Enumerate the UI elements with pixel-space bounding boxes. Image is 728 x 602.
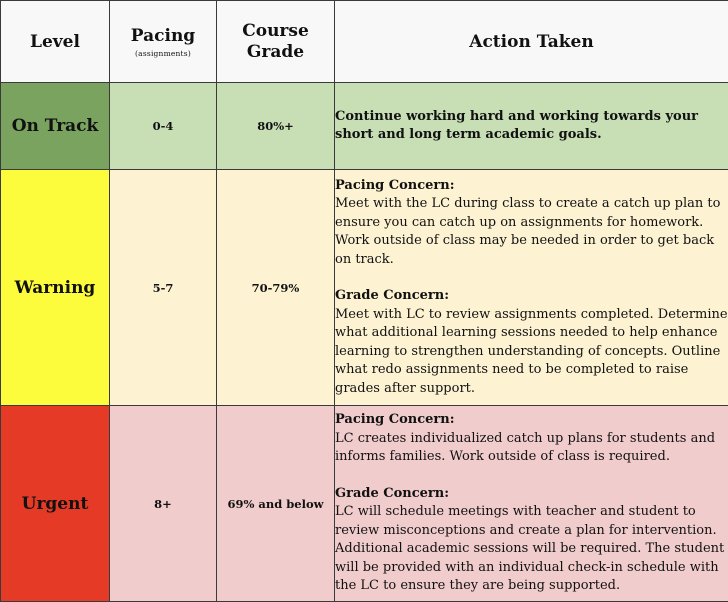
pacing-concern-title: Pacing Concern: — [335, 411, 728, 430]
level-on-track: On Track — [1, 83, 110, 170]
action-warning — [335, 170, 728, 406]
grade-concern-body: Meet with LC to review assignments completed. Determine what additional learning sessions needed to help enhance learning to strengthen understanding of concepts. Outline what redo assignments need to be completed to raise grades after support. — [335, 306, 728, 399]
grade-on-track: 80%+ — [217, 83, 335, 170]
pacing-concern-body: Meet with the LC during class to create a catch up plan to ensure you can catch up on assignments for homework. Work outside of class may be needed in order to get back on track. — [335, 195, 728, 269]
grade-concern-title: Grade Concern: — [335, 485, 728, 504]
table-row-urgent — [1, 406, 728, 602]
level-warning: Warning — [1, 170, 110, 406]
pacing-urgent: 8+ — [110, 406, 217, 602]
table-row-warning — [1, 170, 728, 406]
grade-concern-title: Grade Concern: — [335, 287, 728, 306]
level-urgent: Urgent — [1, 406, 110, 602]
action-text: Continue working hard and working towards your short and long term academic goals. — [335, 108, 728, 145]
header-level: Level — [1, 1, 110, 83]
header-action-taken: Action Taken — [335, 1, 728, 83]
grade-urgent: 69% and below — [217, 406, 335, 602]
header-pacing-subtitle: (assignments) — [110, 49, 216, 58]
pacing-warning: 5-7 — [110, 170, 217, 406]
header-pacing: Pacing (assignments) — [110, 1, 217, 83]
header-course-grade: Course Grade — [217, 1, 335, 83]
table-row-on-track — [1, 83, 728, 170]
action-on-track — [335, 83, 728, 170]
pacing-concern-title: Pacing Concern: — [335, 177, 728, 196]
grade-concern-body: LC will schedule meetings with teacher and student to review misconceptions and create a plan for intervention. Additional academic sessions will be required. The student will be provided with an individual check-in schedule with the LC to ensure they are being supported. — [335, 503, 728, 596]
pacing-on-track: 0-4 — [110, 83, 217, 170]
pacing-concern-body: LC creates individualized catch up plans for students and informs families. Work outside of class is required. — [335, 430, 728, 467]
header-row — [1, 1, 728, 83]
grade-warning: 70-79% — [217, 170, 335, 406]
action-urgent — [335, 406, 728, 602]
